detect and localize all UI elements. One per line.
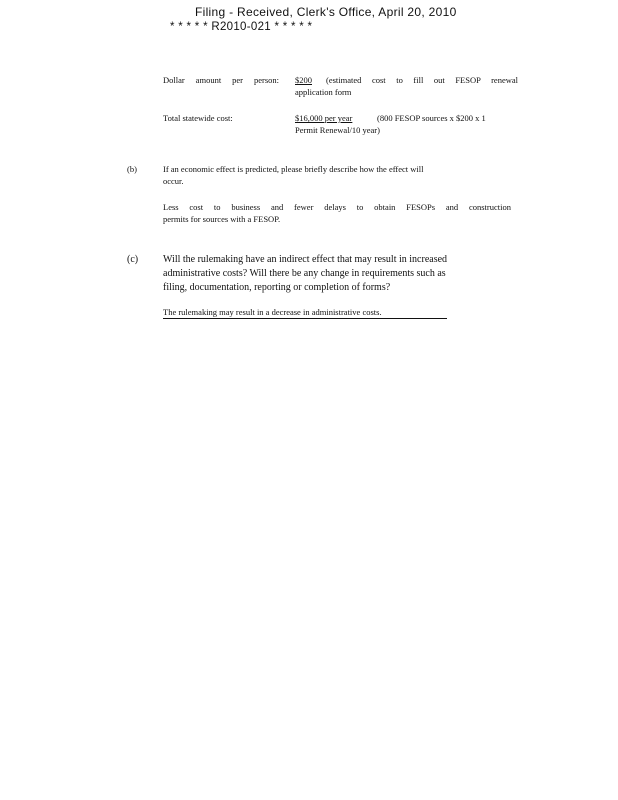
section-c-question: Will the rulemaking have an indirect effect that may result in increased bbox=[163, 254, 448, 265]
total-cost-value: $16,000 per year bbox=[295, 113, 353, 123]
section-c-marker: (c) bbox=[127, 254, 139, 265]
dollar-amount-description-cont: application form bbox=[295, 87, 352, 97]
dollar-amount-value: $200 bbox=[295, 75, 312, 85]
section-b-answer: Less cost to business and fewer delays to obtain FESOPs and construction bbox=[163, 202, 511, 212]
section-c-answer: The rulemaking may result in a decrease in administrative costs. bbox=[163, 307, 447, 319]
dollar-amount-description: (estimated cost to fill out FESOP renewal bbox=[326, 75, 518, 85]
section-b-answer-cont: permits for sources with a FESOP. bbox=[163, 214, 281, 224]
docket-number: * * * * * R2010-021 * * * * * bbox=[170, 21, 313, 33]
section-b-marker: (b) bbox=[127, 164, 137, 174]
total-cost-label: Total statewide cost: bbox=[163, 113, 233, 123]
section-b-question-cont: occur. bbox=[163, 176, 184, 186]
section-c-question-end: filing, documentation, reporting or completion of forms? bbox=[163, 282, 391, 293]
total-cost-description-cont: Permit Renewal/10 year) bbox=[295, 125, 380, 135]
dollar-amount-label: Dollar amount per person: bbox=[163, 75, 279, 85]
filing-header: Filing - Received, Clerk's Office, April 20, 2010 bbox=[195, 5, 457, 19]
section-c-question-cont: administrative costs? Will there be any change in requirements such as bbox=[163, 268, 446, 279]
total-cost-description: (800 FESOP sources x $200 x 1 bbox=[377, 113, 486, 123]
section-b-question: If an economic effect is predicted, please briefly describe how the effect will bbox=[163, 164, 424, 174]
